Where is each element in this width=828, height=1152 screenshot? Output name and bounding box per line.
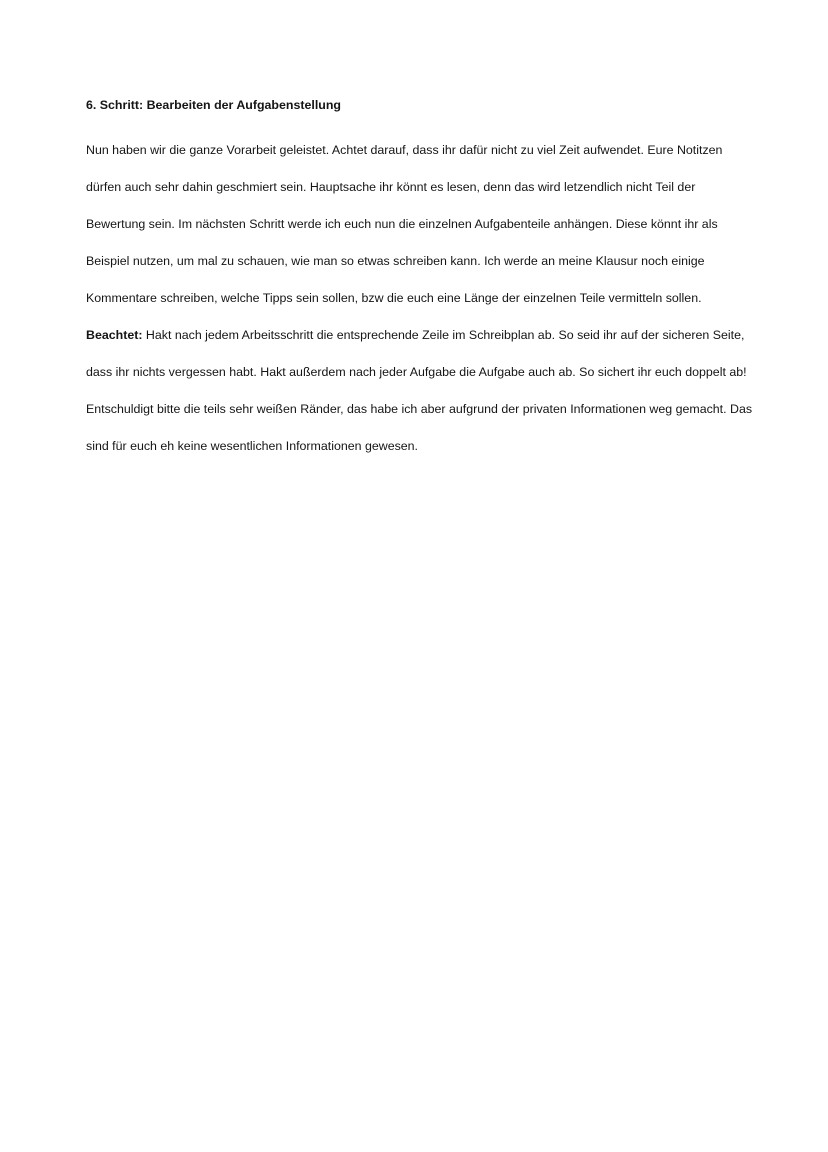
document-body (86, 95, 756, 465)
paragraph-note (86, 317, 756, 391)
note-text: Hakt nach jedem Arbeitsschritt die entsprechende Zeile im Schreibplan ab. So seid ihr auf der sicheren Seite, dass ihr nichts vergessen habt. Hakt außerdem nach jeder Aufgabe die Aufgabe auch ab. So sichert ihr euch doppelt ab! (86, 328, 747, 379)
paragraph-intro: Nun haben wir die ganze Vorarbeit geleistet. Achtet darauf, dass ihr dafür nicht zu viel Zeit aufwendet. Eure Notitzen dürfen auch sehr dahin geschmiert sein. Hauptsache ihr könnt es lesen, denn das wird letzendlich nicht Teil der Bewertung sein. Im nächsten Schritt werde ich euch nun die einzelnen Aufgabenteile anhängen. Diese könnt ihr als Beispiel nutzen, um mal zu schauen, wie man so etwas schreiben kann. Ich werde an meine Klausur noch einige Kommentare schreiben, welche Tipps sein sollen, bzw die euch eine Länge der einzelnen Teile vermitteln sollen. (86, 143, 723, 305)
section-heading: 6. Schritt: Bearbeiten der Aufgabenstellung (86, 98, 341, 112)
note-label: Beachtet: (86, 328, 143, 342)
paragraph-apology: Entschuldigt bitte die teils sehr weißen Ränder, das habe ich aber aufgrund der privaten Informationen weg gemacht. Das sind für euch eh keine wesentlichen Informationen gewesen. (86, 402, 753, 453)
